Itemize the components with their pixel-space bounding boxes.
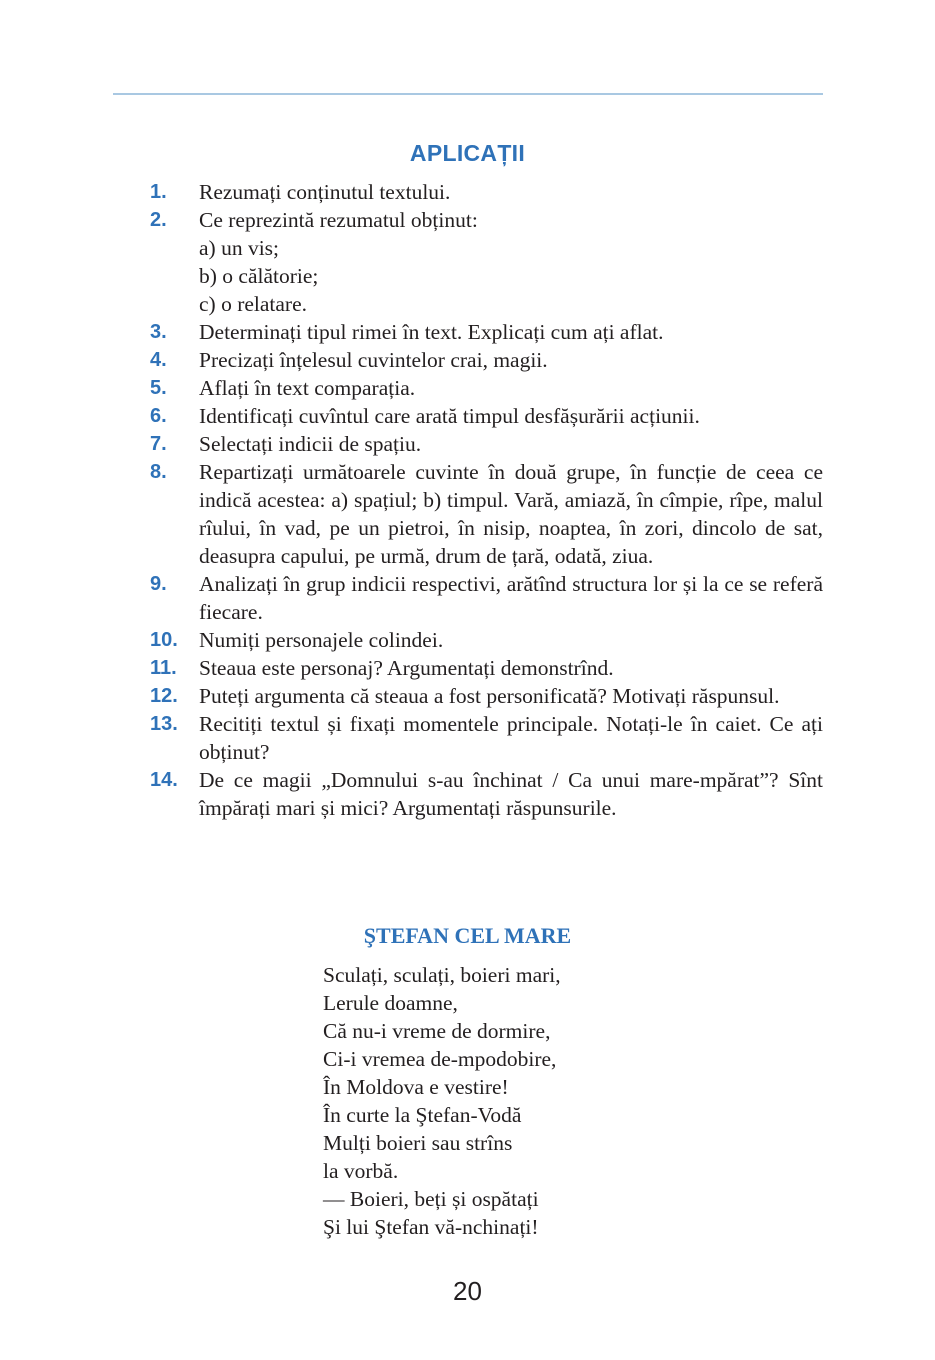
question-number: 11. <box>150 657 177 679</box>
question-item <box>150 346 823 374</box>
question-text-block <box>199 458 823 570</box>
question-number: 10. <box>150 629 178 651</box>
question-text: Steaua este personaj? Argumentați demonstrînd. <box>199 656 614 680</box>
question-number: 1. <box>150 181 167 203</box>
question-text-block <box>199 710 823 766</box>
question-text: Recitiți textul și fixați momentele principale. Notați-le în caiet. Ce ați obținut? <box>199 712 823 764</box>
question-item <box>150 402 823 430</box>
poem-line: — Boieri, beți și ospătați <box>323 1187 539 1211</box>
question-text-block <box>199 570 823 626</box>
question-text-block <box>199 402 823 430</box>
question-text-block <box>199 206 823 318</box>
question-number: 3. <box>150 321 167 343</box>
question-text: Identificați cuvîntul care arată timpul desfășurării acțiunii. <box>199 404 700 428</box>
question-text: De ce magii „Domnului s-au închinat / Ca unui mare-mpărat”? Sînt împărați mari și mici? Argumentați răspunsurile. <box>199 768 823 820</box>
question-text: Puteți argumenta că steaua a fost personificată? Motivați răspunsul. <box>199 684 780 708</box>
question-number: 5. <box>150 377 167 399</box>
question-item <box>150 318 823 346</box>
poem-line: În Moldova e vestire! <box>323 1075 509 1099</box>
question-item <box>150 458 823 570</box>
question-number: 14. <box>150 769 178 791</box>
poem-line: Lerule doamne, <box>323 991 458 1015</box>
header-rule <box>113 93 823 95</box>
question-option: b) o călătorie; <box>199 264 319 288</box>
poem-line: Că nu-i vreme de dormire, <box>323 1019 551 1043</box>
question-text: Precizați înțelesul cuvintelor crai, magii. <box>199 348 548 372</box>
question-text-block <box>199 654 823 682</box>
questions-list <box>150 178 823 822</box>
question-item <box>150 682 823 710</box>
question-item <box>150 178 823 206</box>
question-option: a) un vis; <box>199 236 280 260</box>
question-number: 2. <box>150 209 167 231</box>
question-text: Aflați în text comparația. <box>199 376 416 400</box>
question-option: c) o relatare. <box>199 292 308 316</box>
question-number: 6. <box>150 405 167 427</box>
section-title: APLICAȚII <box>409 140 526 166</box>
poem-line: Mulți boieri sau strîns <box>323 1131 513 1155</box>
question-text-block <box>199 626 823 654</box>
question-item <box>150 206 823 318</box>
question-number: 13. <box>150 713 178 735</box>
question-text-block <box>199 178 823 206</box>
question-number: 7. <box>150 433 167 455</box>
poem-text <box>323 961 743 1241</box>
question-text-block <box>199 430 823 458</box>
question-number: 9. <box>150 573 167 595</box>
question-text-block <box>199 346 823 374</box>
question-text-block <box>199 374 823 402</box>
question-number: 4. <box>150 349 167 371</box>
question-number: 12. <box>150 685 178 707</box>
question-text: Rezumați conținutul textului. <box>199 180 451 204</box>
question-item <box>150 374 823 402</box>
poem-line: Sculați, sculați, boieri mari, <box>323 963 561 987</box>
question-item <box>150 766 823 822</box>
question-item <box>150 570 823 626</box>
question-text: Ce reprezintă rezumatul obținut: <box>199 208 478 232</box>
poem-line: Şi lui Ştefan vă-nchinați! <box>323 1215 539 1239</box>
poem-line: la vorbă. <box>323 1159 399 1183</box>
poem-line: Ci-i vremea de-mpodobire, <box>323 1047 557 1071</box>
page-number: 20 <box>453 1276 482 1306</box>
question-text: Numiți personajele colindei. <box>199 628 444 652</box>
question-text: Determinați tipul rimei în text. Explicați cum ați aflat. <box>199 320 664 344</box>
question-item <box>150 430 823 458</box>
question-item <box>150 654 823 682</box>
question-text: Repartizați următoarele cuvinte în două grupe, în funcție de ceea ce indică acestea: a) spațiul; b) timpul. Vară, amiază, în cîmpie, rîpe, malul rîului, în vad, pe un pietroi, în nisip, noaptea, în zori, dincolo de sat, deasupra capului, pe urmă, drum de țară, odată, ziua. <box>199 460 823 568</box>
question-text: Selectați indicii de spațiu. <box>199 432 422 456</box>
question-text-block <box>199 682 823 710</box>
question-text: Analizați în grup indicii respectivi, arătînd structura lor și la ce se referă fiecare. <box>199 572 823 624</box>
question-text-block <box>199 318 823 346</box>
question-item <box>150 710 823 766</box>
question-number: 8. <box>150 461 167 483</box>
question-item <box>150 626 823 654</box>
poem-title: ŞTEFAN CEL MARE <box>363 923 572 948</box>
question-text-block <box>199 766 823 822</box>
poem-line: În curte la Ştefan-Vodă <box>323 1103 522 1127</box>
